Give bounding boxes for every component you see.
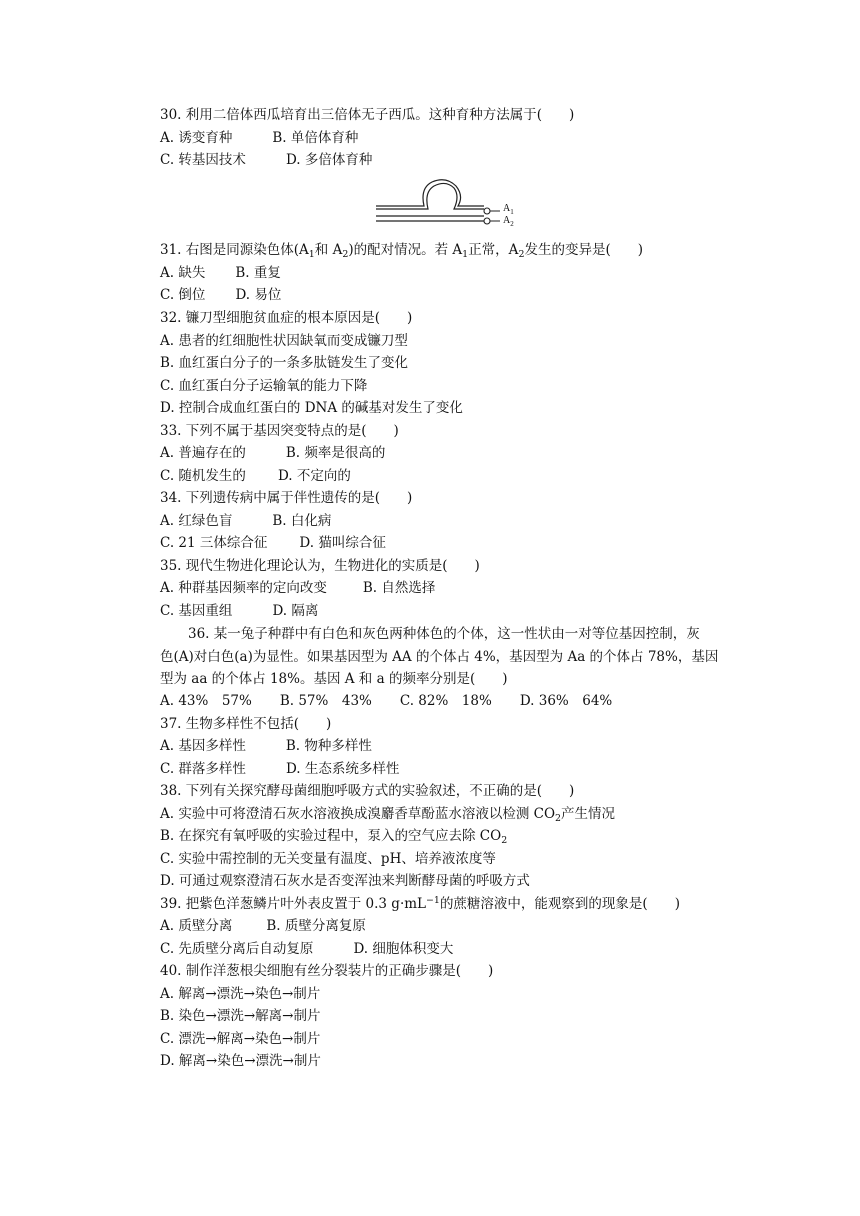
q34-option-b[interactable]: B. 白化病: [272, 513, 332, 529]
q31-option-b[interactable]: B. 重复: [235, 265, 281, 281]
question-37-options-row-2: [160, 758, 433, 781]
q31-option-a[interactable]: A. 缺失: [160, 265, 206, 281]
question-36-stem-line-1: 36. 某一兔子种群中有白色和灰色两种体色的个体，这一性状由一对等位基因控制，灰: [188, 626, 700, 642]
q33-option-c[interactable]: C. 随机发生的: [160, 468, 246, 484]
q30-option-d[interactable]: D. 多倍体育种: [285, 152, 373, 168]
q40-option-a[interactable]: A. 解离→漂洗→染色→制片: [160, 986, 321, 1002]
question-35-options-row-2: [160, 600, 352, 623]
q33-option-d[interactable]: D. 不定向的: [277, 468, 351, 484]
question-39-options-row-2: [160, 938, 487, 961]
figure-label-a1: $A_1$: [503, 203, 514, 216]
q39-option-b[interactable]: B. 质壁分离复原: [266, 918, 366, 934]
q32-option-d[interactable]: D. 控制合成血红蛋白的 DNA 的碱基对发生了变化: [160, 400, 463, 416]
q35-option-c[interactable]: C. 基因重组: [160, 603, 233, 619]
question-33-options-row-1: [160, 442, 419, 465]
question-33-stem: 33. 下列不属于基因突变特点的是( ): [160, 423, 399, 439]
question-33-options-row-2: [160, 465, 385, 488]
q32-option-b[interactable]: B. 血红蛋白分子的一条多肽链发生了变化: [160, 355, 409, 371]
question-39-options-row-1: [160, 915, 400, 938]
q40-option-b[interactable]: B. 染色→漂洗→解离→制片: [160, 1008, 321, 1024]
q37-option-b[interactable]: B. 物种多样性: [285, 738, 372, 754]
q40-option-c[interactable]: C. 漂洗→解离→染色→制片: [160, 1031, 321, 1047]
question-31-options-row-2: [160, 284, 315, 307]
q34-option-d[interactable]: D. 猫叫综合征: [299, 535, 386, 551]
question-36-options-row: [160, 690, 646, 713]
q33-option-a[interactable]: A. 普遍存在的: [160, 445, 246, 461]
q37-option-c[interactable]: C. 群落多样性: [160, 761, 246, 777]
question-34-stem: 34. 下列遗传病中属于伴性遗传的是( ): [160, 490, 413, 506]
question-39-stem: 39. 把紫色洋葱鳞片叶外表皮置于 0.3 $g\cdot mL^{-1}$的蔗糖溶液中，能观察到的现象是( ): [160, 895, 680, 912]
chromosome-a1-inner: [376, 183, 484, 209]
q34-option-a[interactable]: A. 红绿色盲: [160, 513, 233, 529]
question-37-stem: 37. 生物多样性不包括( ): [160, 716, 332, 732]
q30-option-c[interactable]: C. 转基因技术: [160, 152, 246, 168]
question-30-options-row-2: [160, 149, 406, 172]
question-38-stem: 38. 下列有关探究酵母菌细胞呼吸方式的实验叙述，不正确的是( ): [160, 783, 575, 799]
q37-option-d[interactable]: D. 生态系统多样性: [285, 761, 400, 777]
q31-option-c[interactable]: C. 倒位: [160, 287, 206, 303]
q33-option-b[interactable]: B. 频率是很高的: [285, 445, 386, 461]
q32-option-a[interactable]: A. 患者的红细胞性状因缺氧而变成镰刀型: [160, 333, 408, 349]
q34-option-c[interactable]: C. 21 三体综合征: [160, 535, 268, 551]
question-30-options-row-1: [160, 127, 392, 150]
q40-option-d[interactable]: D. 解离→染色→漂洗→制片: [160, 1053, 321, 1069]
question-30-stem: 30. 利用二倍体西瓜培育出三倍体无子西瓜。这种育种方法属于( ): [160, 107, 575, 123]
q37-option-a[interactable]: A. 基因多样性: [160, 738, 246, 754]
figure-label-a2: $A_2$: [503, 215, 514, 228]
chromosome-a1-outer: [376, 180, 484, 206]
q35-option-b[interactable]: B. 自然选择: [362, 580, 436, 596]
question-40-stem: 40. 制作洋葱根尖细胞有丝分裂装片的正确步骤是( ): [160, 963, 494, 979]
q36-option-c[interactable]: C. 82% 18%: [399, 693, 492, 709]
question-34-options-row-2: [160, 532, 420, 555]
q35-option-a[interactable]: A. 种群基因频率的定向改变: [160, 580, 327, 596]
q35-option-d[interactable]: D. 隔离: [272, 603, 319, 619]
q39-option-a[interactable]: A. 质壁分离: [160, 918, 233, 934]
centromere-a1: [484, 208, 490, 214]
q38-option-d[interactable]: D. 可通过观察澄清石灰水是否变浑浊来判断酵母菌的呼吸方式: [160, 873, 530, 889]
q31-option-d[interactable]: D. 易位: [235, 287, 282, 303]
question-34-options-row-1: [160, 510, 365, 533]
q36-option-a[interactable]: A. 43% 57%: [160, 693, 252, 709]
q38-option-c[interactable]: C. 实验中需控制的无关变量有温度、pH、培养液浓度等: [160, 851, 496, 867]
q38-option-a[interactable]: A. 实验中可将澄清石灰水溶液换成溴麝香草酚蓝水溶液以检测 $CO_2$产生情况: [160, 806, 616, 824]
q39-option-d[interactable]: D. 细胞体积变大: [353, 941, 454, 957]
q32-option-c[interactable]: C. 血红蛋白分子运输氧的能力下降: [160, 378, 368, 394]
question-31-stem: 31. 右图是同源染色体($A_1$和 $A_2$)的配对情况。若 $A_1$正常，$A_2$发生的变异是( ): [160, 242, 643, 260]
question-35-options-row-1: [160, 577, 469, 600]
q36-option-d[interactable]: D. 36% 64%: [519, 693, 613, 709]
q30-option-b[interactable]: B. 单倍体育种: [272, 130, 359, 146]
question-36-stem-line-2: 色(A)对白色(a)为显性。如果基因型为 AA 的个体占 4%，基因型为 Aa 的个体占 78%，基因: [160, 649, 719, 665]
centromere-a2: [484, 218, 490, 224]
chromosome-pairing-figure: [376, 176, 526, 238]
q39-option-c[interactable]: C. 先质壁分离后自动复原: [160, 941, 314, 957]
q36-option-b[interactable]: B. 57% 43%: [279, 693, 372, 709]
question-37-options-row-1: [160, 735, 406, 758]
question-32-stem: 32. 镰刀型细胞贫血症的根本原因是( ): [160, 310, 413, 326]
question-31-options-row-1: [160, 262, 315, 285]
q38-option-b[interactable]: B. 在探究有氧呼吸的实验过程中，泵入的空气应去除 $CO_2$: [160, 828, 508, 846]
question-35-stem: 35. 现代生物进化理论认为，生物进化的实质是( ): [160, 558, 480, 574]
question-36-stem-line-3: 型为 aa 的个体占 18%。基因 A 和 a 的频率分别是( ): [160, 671, 508, 687]
q30-option-a[interactable]: A. 诱变育种: [160, 130, 233, 146]
